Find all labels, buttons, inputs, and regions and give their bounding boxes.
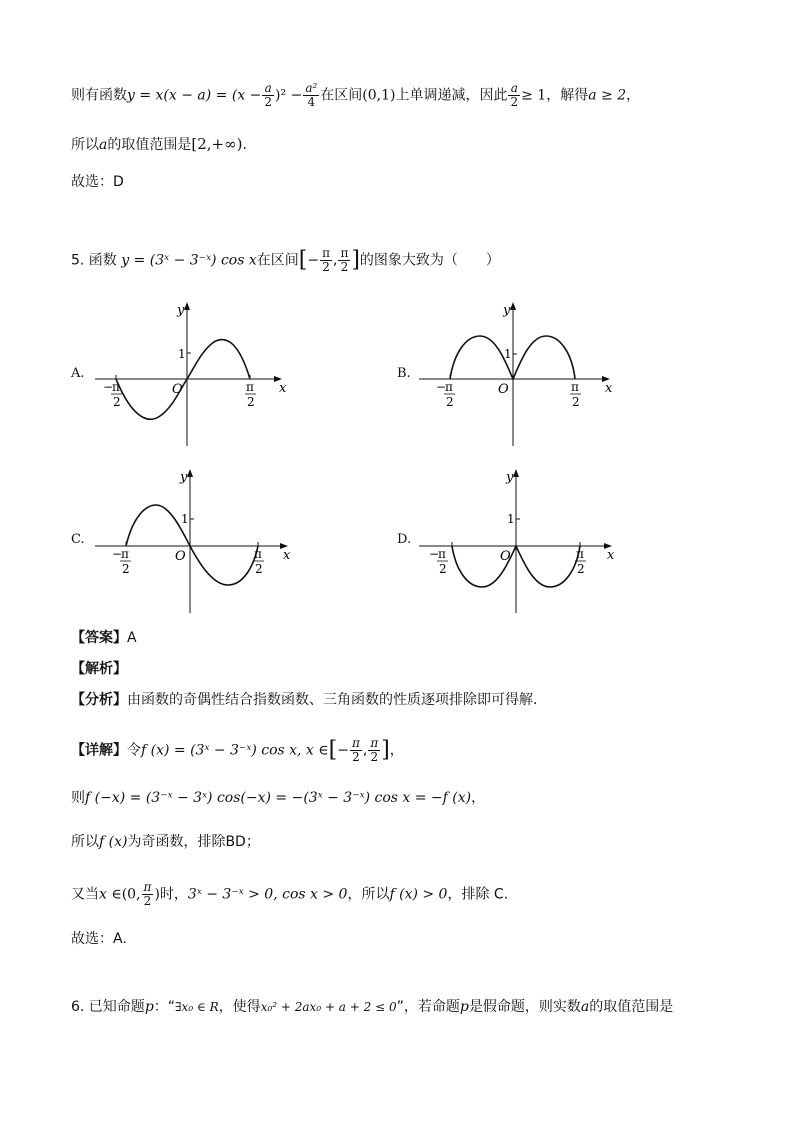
option-b-label[interactable]: B. (397, 366, 411, 381)
axis-x-label: x (605, 381, 613, 396)
axis-y-label: y (506, 470, 514, 485)
fraction: $\frac{a}{2}$ (264, 81, 273, 109)
tick-two: 2 (577, 562, 585, 576)
origin-label: O (498, 382, 509, 397)
tick-pi: π (571, 380, 579, 394)
tick-two: 2 (255, 562, 263, 576)
tick-two: 2 (122, 562, 130, 576)
answer-line: 【答案】A (71, 630, 137, 646)
tick-minus: − (436, 380, 447, 394)
text: 则有函数 (71, 87, 127, 104)
graph-option-d[interactable] (414, 465, 624, 617)
axis-y-label: y (503, 303, 511, 318)
line-positive: 又当x ∈(0, $\frac{\pi}{2}$ )时，3ˣ − 3⁻ˣ > 0, cos x > 0，所以f (x) > 0，排除 C. (71, 880, 509, 908)
detail-line: 【详解】令f (x) = (3ˣ − 3⁻ˣ) cos x, x ∈[− $\frac{\pi}{2}$ , $\frac{\pi}{2}$ ]， (71, 736, 404, 764)
math-expr: f (−x) = (3⁻ˣ − 3ˣ) cos(−x) = −(3ˣ − 3⁻ˣ) cos x = −f (x) (85, 790, 472, 806)
axis-y-label: y (180, 470, 188, 485)
origin-label: O (172, 382, 183, 397)
axis-x-label: x (607, 548, 615, 563)
tick-one-label: 1 (507, 512, 515, 526)
math-interval: [2,+∞) (191, 135, 243, 153)
analysis-heading: 【解析】 (71, 661, 127, 677)
origin-label: O (175, 549, 186, 564)
tick-pi: π (112, 380, 120, 394)
question-6: 6. 已知命题p：“∃x₀ ∈ R，使得x₀² + 2ax₀ + a + 2 ≤ 0”，若命题p是假命题，则实数a的取值范围是 (71, 999, 674, 1015)
question-5: 5. 函数 y = (3ˣ − 3⁻ˣ) cos x在区间[− $\frac{\pi}{2}$ , $\frac{\pi}{2}$ ]的图象大致为（ ） (71, 246, 500, 274)
line-choose-a: 故选：A. (71, 931, 127, 947)
graph-option-a[interactable] (90, 298, 300, 450)
line-monotonic: 则有函数y = x(x − a) = (x − $\frac{a}{2}$ )² − $\frac{\text{a²}}{4}$ 在区间(0,1)上单调递减，因此 $\frac{a}{2}$ ≥ 1，解得a ≥ 2， (71, 81, 641, 109)
text: ，解得 (546, 87, 589, 104)
fraction: $\frac{\pi}{2}$ (322, 246, 330, 274)
math-expr: ≥ 1 (521, 87, 547, 104)
tick-two: 2 (446, 395, 454, 409)
math-expr: y = (3ˣ − 3⁻ˣ) cos x (121, 252, 257, 269)
text: 上单调递减，因此 (395, 87, 508, 104)
tick-two: 2 (247, 395, 255, 409)
answer-value: A (127, 630, 137, 646)
math-expr: a ≥ 2 (588, 87, 627, 104)
math-expr: )² − (275, 87, 303, 104)
tick-two: 2 (572, 395, 580, 409)
tick-two: 2 (439, 562, 447, 576)
line-range-result: 所以a的取值范围是[2,+∞). (71, 135, 247, 153)
graph-option-c[interactable] (90, 465, 300, 617)
fenxi-line: 【分析】由函数的奇偶性结合指数函数、三角函数的性质逐项排除即可得解. (71, 692, 538, 708)
math-expr: f (x) = (3ˣ − 3⁻ˣ) cos x, x ∈ (141, 742, 329, 759)
tick-pi: π (121, 547, 129, 561)
tick-minus: − (103, 380, 114, 394)
tick-pi: π (438, 547, 446, 561)
math-interval: (0,1) (362, 87, 396, 104)
math-expr: f (x) (99, 834, 128, 850)
tick-one-label: 1 (504, 347, 512, 361)
tick-pi: π (254, 547, 262, 561)
option-d-label[interactable]: D. (397, 532, 412, 547)
origin-label: O (500, 549, 511, 564)
graph-option-b[interactable] (414, 298, 624, 450)
tick-one-label: 1 (181, 512, 189, 526)
line-choose-d: 故选：D (71, 174, 124, 190)
tick-minus: − (112, 547, 123, 561)
math-expr: f (x) > 0 (389, 886, 448, 903)
tick-two: 2 (113, 395, 121, 409)
math-expr: y = x(x − a) = (x − (127, 87, 262, 104)
fraction: $\frac{\text{a²}}{4}$ (305, 81, 318, 109)
fraction: $\frac{\pi}{2}$ (143, 880, 152, 908)
line-odd-function: 所以f (x)为奇函数，排除BD； (71, 834, 260, 850)
math-expr: 3ˣ − 3⁻ˣ > 0, cos x > 0 (187, 886, 348, 903)
tick-minus: − (429, 547, 440, 561)
axis-x-label: x (283, 548, 291, 563)
text: 在区间 (320, 87, 363, 104)
option-a-label[interactable]: A. (71, 366, 85, 381)
math-expr: ∃x₀ ∈ R (175, 1000, 219, 1014)
fraction: $\frac{\pi}{2}$ (370, 736, 379, 764)
axis-x-label: x (279, 381, 287, 396)
fraction: $\frac{a}{2}$ (510, 81, 519, 109)
axis-y-label: y (177, 303, 185, 318)
option-c-label[interactable]: C. (71, 532, 85, 547)
tick-pi: π (576, 547, 584, 561)
fraction: $\frac{\pi}{2}$ (351, 736, 360, 764)
fraction: $\frac{\pi}{2}$ (340, 246, 349, 274)
line-negation: 则f (−x) = (3⁻ˣ − 3ˣ) cos(−x) = −(3ˣ − 3⁻ˣ) cos x = −f (x)， (71, 790, 486, 806)
tick-one-label: 1 (178, 347, 186, 361)
math-expr: x₀² + 2ax₀ + a + 2 ≤ 0 (260, 1000, 397, 1014)
tick-pi: π (246, 380, 254, 394)
tick-pi: π (445, 380, 453, 394)
